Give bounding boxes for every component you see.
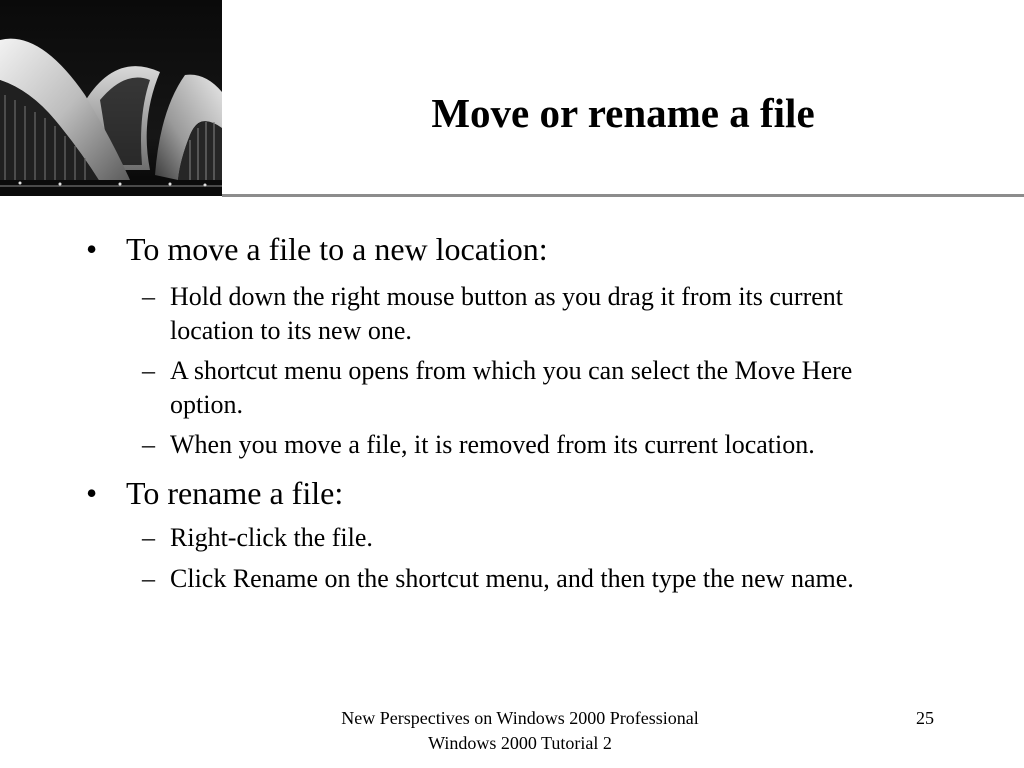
- sub-bullet-text: Click Rename on the shortcut menu, and then type the new name.: [170, 564, 854, 593]
- sub-bullet-text: Hold down the right mouse button as you drag it from its current location to its new one.: [170, 282, 844, 345]
- footer: [280, 706, 760, 756]
- sub-bullet-text: When you move a file, it is removed from its current location.: [170, 430, 815, 459]
- slide-title: Move or rename a file: [431, 90, 815, 136]
- sub-bullet-marker: –: [142, 523, 155, 552]
- bullet-marker: •: [86, 475, 98, 511]
- sub-bullet-marker: –: [142, 356, 155, 385]
- sub-bullet-text: A shortcut menu opens from which you can select the Move Here option.: [170, 356, 853, 419]
- bullet-text: To rename a file:: [126, 475, 344, 511]
- header-divider: [222, 194, 1024, 197]
- sub-bullet-text: Right-click the file.: [170, 523, 373, 552]
- sub-bullet-marker: –: [142, 430, 155, 459]
- footer-course-title: New Perspectives on Windows 2000 Professional: [341, 708, 699, 728]
- sub-bullet-marker: –: [142, 282, 155, 311]
- footer-tutorial-label: Windows 2000 Tutorial 2: [428, 733, 612, 753]
- page-number: 25: [916, 708, 934, 728]
- bullet-text: To move a file to a new location:: [126, 231, 548, 267]
- bullet-marker: •: [86, 231, 98, 267]
- opera-house-photo: [0, 0, 222, 196]
- sub-bullet-marker: –: [142, 564, 155, 593]
